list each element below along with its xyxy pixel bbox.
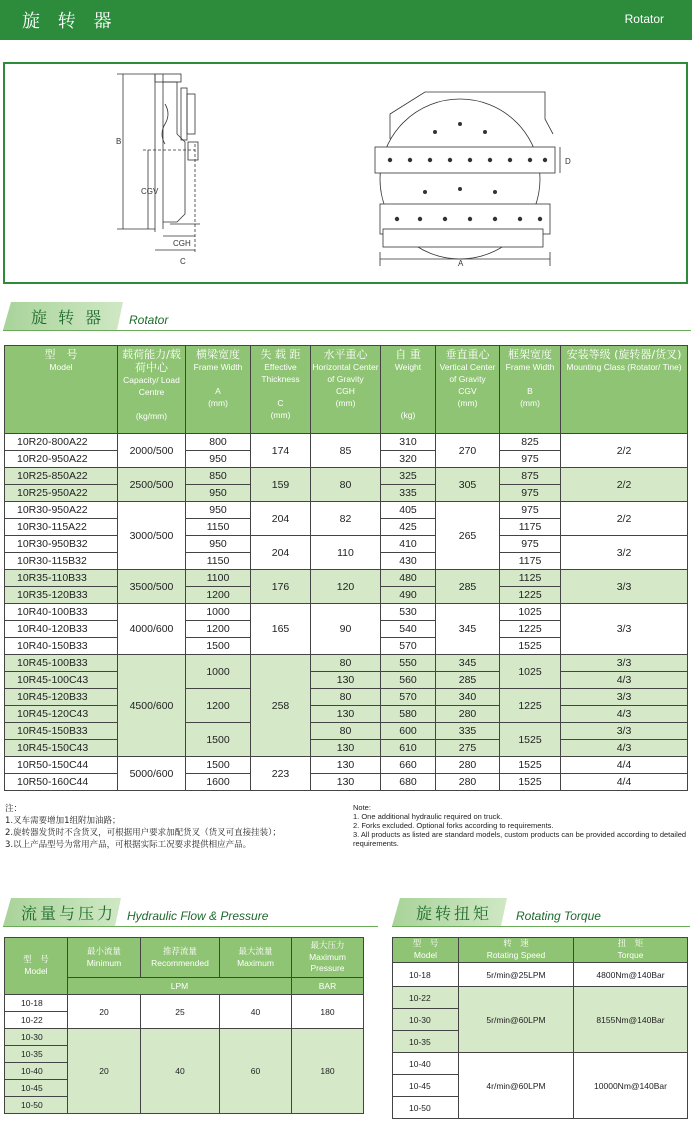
- dimension-label-b: B: [116, 137, 122, 146]
- table-row: 10R25-950A22 950 335 975: [5, 485, 688, 502]
- table-row: 10R50-160C44 1600 130 680 280 1525 4/4: [5, 774, 688, 791]
- flow-unit-lpm: LPM: [68, 978, 292, 995]
- header-cgh: 水平重心 Horizontal Center of Gravity CGH (mm): [311, 346, 381, 434]
- table-row: 10R35-120B33 1200 490 1225: [5, 587, 688, 604]
- table-row: 10-35: [393, 1031, 688, 1053]
- banner-title-cn: 旋 转 器: [22, 11, 118, 32]
- notes-chinese: 注： 1.叉车需要增加1组附加油路； 2.旋转器发货时不含货叉，可根据用户要求加配货叉（货叉可直接挂装）； 3.以上产品型号为常用产品，可根据实际工况要求提供相应产品。: [5, 804, 281, 850]
- torque-header-model: 型 号 Model: [393, 938, 459, 963]
- flow-section-title-cn: 流量与压力: [21, 904, 117, 923]
- table-row: 10R30-115A22 1150 425 1175: [5, 519, 688, 536]
- dimension-label-a: A: [458, 259, 464, 268]
- torque-section-header: [392, 898, 690, 928]
- header-capacity: 载荷能力/载荷中心 Capacity/ Load Centre (kg/mm): [118, 346, 186, 434]
- flow-unit-bar: BAR: [292, 978, 364, 995]
- table-row: 10R30-950B32 950 204 110 410 975 3/2: [5, 536, 688, 553]
- dimension-label-c: C: [180, 257, 186, 266]
- table-row: 10R45-120C43 130 580 280 4/3: [5, 706, 688, 723]
- header-model: 型 号 Model: [5, 346, 118, 434]
- table-row: 10-18 20 25 40 180: [5, 995, 364, 1012]
- rotating-torque-table: [392, 937, 688, 1119]
- rotator-spec-table: [4, 345, 688, 791]
- flow-section-header: [3, 898, 378, 928]
- rotator-section-header: [3, 302, 691, 332]
- table-row: 10-40: [5, 1063, 364, 1080]
- table-row: 10-30: [393, 1009, 688, 1031]
- flow-header-row: [5, 938, 364, 978]
- header-cgv: 垂直重心 Vertical Center of Gravity CGV (mm): [436, 346, 500, 434]
- table-row: 10-30 20 40 60 180: [5, 1029, 364, 1046]
- spec-header-row: [5, 346, 688, 434]
- flow-section-title-en: Hydraulic Flow & Pressure: [127, 909, 269, 923]
- table-row: 10R40-100B33 4000/600 1000 165 90 530 345 1025 3/3: [5, 604, 688, 621]
- header-frame-width-b: 框架宽度 Frame Width B (mm): [500, 346, 561, 434]
- table-row: 10R40-120B33 1200 540 1225: [5, 621, 688, 638]
- torque-section-title-cn: 旋转扭矩: [416, 904, 493, 923]
- flow-header-min: 最小流量 Minimum: [68, 938, 141, 978]
- notes-english: Note: 1. One additional hydraulic required on truck. 2. Forks excluded. Optional forks according to requirements. 3. All products as listed are standard models, custom products can be provided according to detailed requirements.: [353, 803, 687, 848]
- dimension-label-d: D: [565, 157, 571, 166]
- table-row: 10R20-800A22 2000/500 800 174 85 310 270 825 2/2: [5, 434, 688, 451]
- rotator-dimension-drawing: [5, 64, 686, 282]
- rotator-section-title-en: Rotator: [129, 313, 169, 327]
- table-row: 10-22 5r/min@60LPM 8155Nm@140Bar: [393, 987, 688, 1009]
- technical-drawing: [3, 62, 688, 284]
- flow-pressure-table: [4, 937, 364, 1114]
- table-row: 10-22: [5, 1012, 364, 1029]
- header-mounting-class: 安装等级 (旋转器/货叉) Mounting Class (Rotator/ Tine): [561, 346, 688, 434]
- flow-header-max: 最大流量 Maximum: [220, 938, 292, 978]
- table-row: 10R40-150B33 1500 570 1525: [5, 638, 688, 655]
- header-effective-thickness: 失 载 距 Effective Thickness C (mm): [251, 346, 311, 434]
- page-banner: [0, 0, 692, 40]
- rotator-section-title-cn: 旋 转 器: [31, 308, 105, 327]
- table-row: 10-40 4r/min@60LPM 10000Nm@140Bar: [393, 1053, 688, 1075]
- table-row: 10R30-115B32 1150 430 1175: [5, 553, 688, 570]
- torque-header-torque: 扭 矩 Torque: [574, 938, 688, 963]
- table-row: 10-50: [393, 1097, 688, 1119]
- table-row: 10-45: [393, 1075, 688, 1097]
- table-row: 10R30-950A22 3000/500 950 204 82 405 265 975 2/2: [5, 502, 688, 519]
- header-weight: 自 重 Weight (kg): [381, 346, 436, 434]
- torque-header-row: [393, 938, 688, 963]
- table-row: 10R25-850A22 2500/500 850 159 80 325 305 875 2/2: [5, 468, 688, 485]
- table-row: 10-18 5r/min@25LPM 4800Nm@140Bar: [393, 963, 688, 987]
- table-row: 10R50-150C44 5000/600 1500 223 130 660 280 1525 4/4: [5, 757, 688, 774]
- table-row: 10R45-120B33 1200 80 570 340 1225 3/3: [5, 689, 688, 706]
- table-row: 10R45-100B33 4500/600 1000 258 80 550 345 1025 3/3: [5, 655, 688, 672]
- banner-title-en: Rotator: [624, 12, 664, 26]
- dimension-label-cgh: CGH: [173, 239, 191, 248]
- table-row: 10R45-150B33 1500 80 600 335 1525 3/3: [5, 723, 688, 740]
- table-row: 10R45-150C43 130 610 275 4/3: [5, 740, 688, 757]
- table-row: 10R20-950A22 950 320 975: [5, 451, 688, 468]
- table-row: 10R45-100C43 130 560 285 4/3: [5, 672, 688, 689]
- table-row: 10-50: [5, 1097, 364, 1114]
- table-row: 10-35: [5, 1046, 364, 1063]
- flow-header-recommended: 推荐流量 Recommended: [141, 938, 220, 978]
- dimension-label-cgv: CGV: [141, 187, 159, 196]
- torque-section-title-en: Rotating Torque: [516, 909, 601, 923]
- table-row: 10R35-110B33 3500/500 1100 176 120 480 285 1125 3/3: [5, 570, 688, 587]
- flow-header-pressure: 最大压力 Maximum Pressure: [292, 938, 364, 978]
- torque-header-speed: 转 速 Rotating Speed: [459, 938, 574, 963]
- table-row: 10-45: [5, 1080, 364, 1097]
- flow-header-model: 型 号 Model: [5, 938, 68, 995]
- header-frame-width-a: 横梁宽度 Frame Width A (mm): [186, 346, 251, 434]
